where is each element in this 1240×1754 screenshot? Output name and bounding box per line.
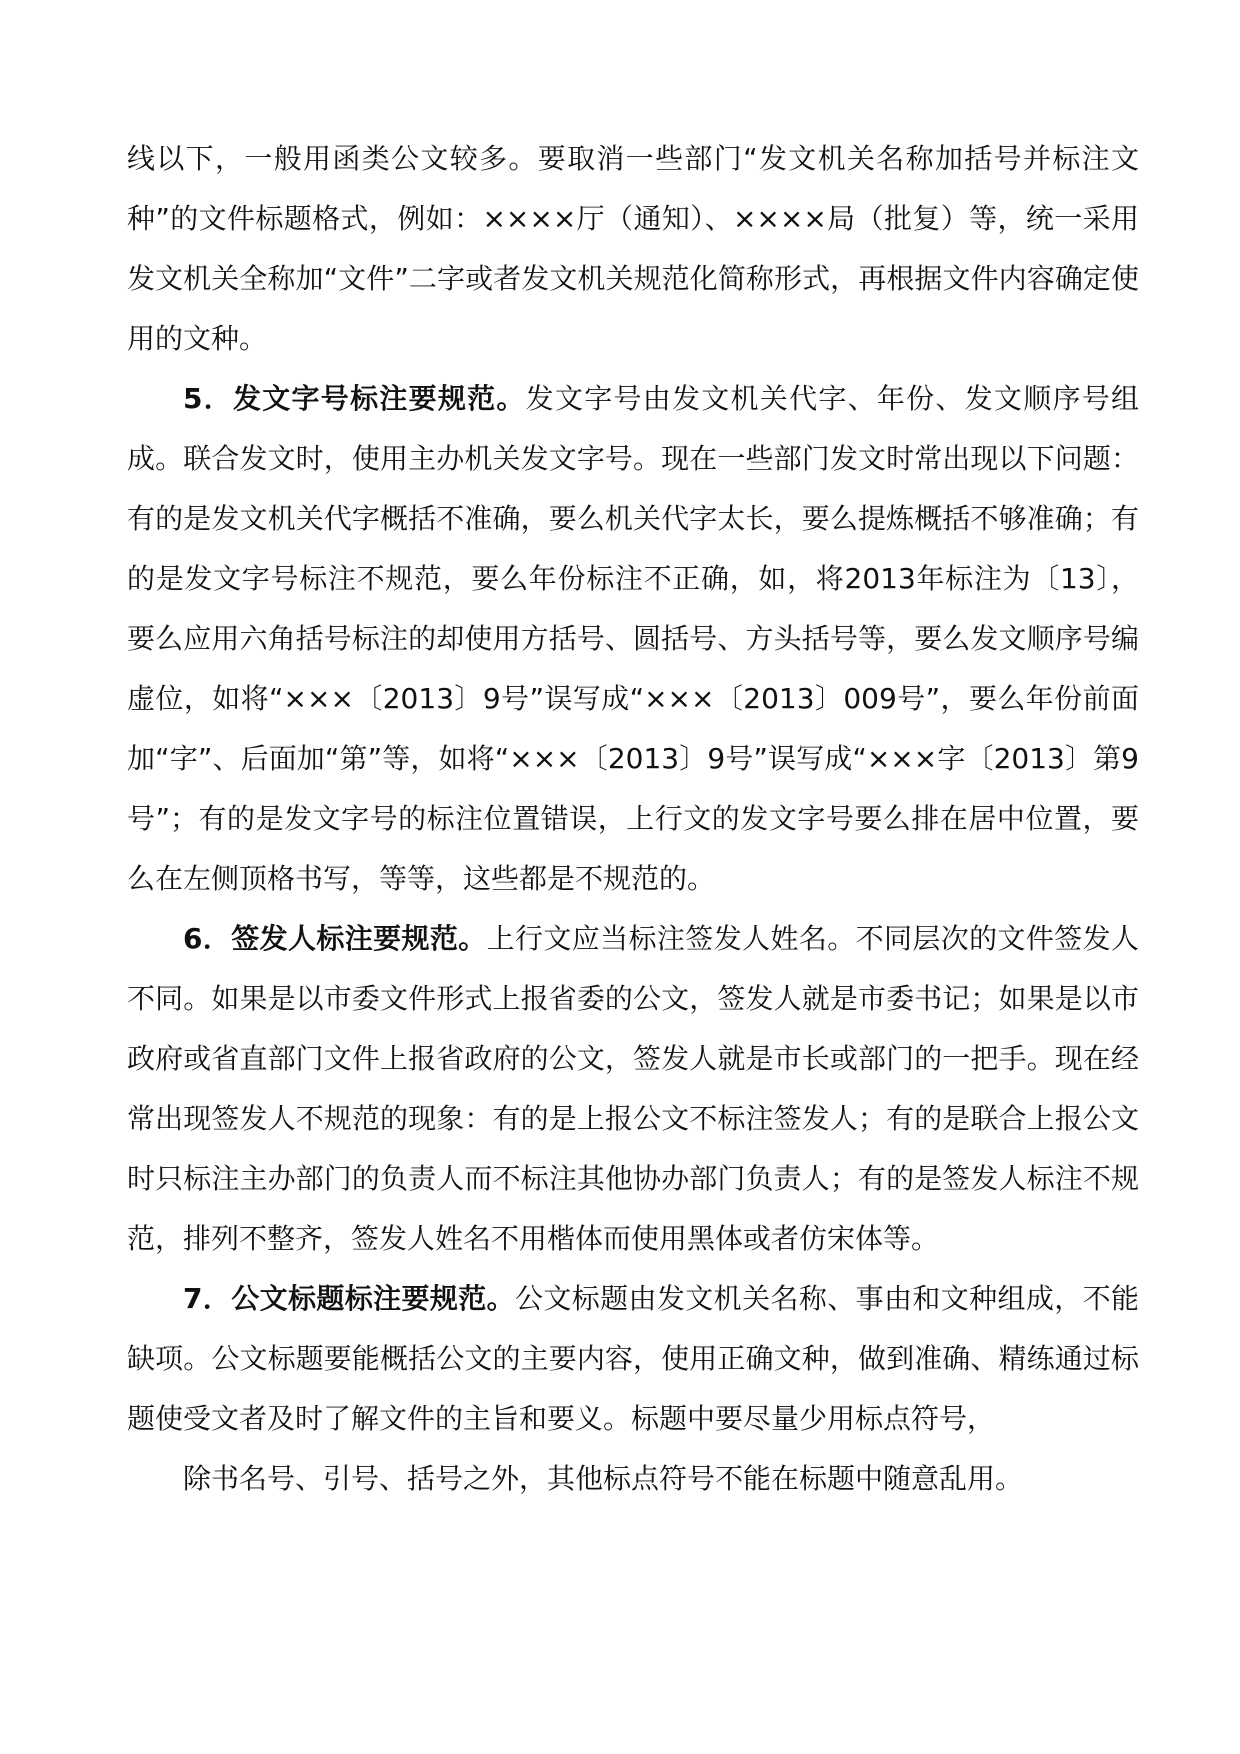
paragraph-heading: 5．发文字号标注要规范。 (183, 382, 526, 415)
paragraph-body: 发文字号由发文机关代字、年份、发文顺序号组成。联合发文时，使用主办机关发文字号。现在一些部门发文时常出现以下问题：有的是发文机关代字概括不准确，要么机关代字太长，要么提炼概括不够准确；有的是发文字号标注不规范，要么年份标注不正确，如，将2013年标注为〔13〕，要么应用六角括号标注的却使用方括号、圆括号、方头括号等，要么发文顺序号编虚位，如将“×××〔2013〕9号”误写成“×××〔2013〕009号”，要么年份前面加“字”、后面加“第”等，如将“×××〔2013〕9号”误写成“×××字〔2013〕第9号”；有的是发文字号的标注位置错误，上行文的发文字号要么排在居中位置，要么在左侧顶格书写，等等，这些都是不规范的。 (127, 382, 1139, 895)
paragraph-signer (127, 909, 1139, 1269)
paragraph-heading: 7．公文标题标注要规范。 (183, 1282, 516, 1315)
paragraph-body: 线以下，一般用函类公文较多。要取消一些部门“发文机关名称加括号并标注文种”的文件标题格式，例如：××××厅（通知）、××××局（批复）等，统一采用发文机关全称加“文件”二字或者发文机关规范化简称形式，再根据文件内容确定使用的文种。 (127, 142, 1139, 355)
paragraph-body: 公文标题由发文机关名称、事由和文种组成，不能缺项。公文标题要能概括公文的主要内容，使用正确文种，做到准确、精练通过标题使受文者及时了解文件的主旨和要义。标题中要尽量少用标点符号， (127, 1282, 1139, 1435)
paragraph-continuation (127, 129, 1139, 369)
paragraph-body: 上行文应当标注签发人姓名。不同层次的文件签发人不同。如果是以市委文件形式上报省委的公文，签发人就是市委书记；如果是以市政府或省直部门文件上报省政府的公文，签发人就是市长或部门的一把手。现在经常出现签发人不规范的现象：有的是上报公文不标注签发人；有的是联合上报公文时只标注主办部门的负责人而不标注其他协办部门负责人；有的是签发人标注不规范，排列不整齐，签发人姓名不用楷体而使用黑体或者仿宋体等。 (127, 922, 1139, 1255)
paragraph-title (127, 1269, 1139, 1449)
paragraph-body: 除书名号、引号、括号之外，其他标点符号不能在标题中随意乱用。 (183, 1462, 1024, 1495)
document-body (127, 129, 1139, 1509)
paragraph-document-number (127, 369, 1139, 909)
paragraph-final (127, 1449, 1139, 1509)
paragraph-heading: 6．签发人标注要规范。 (183, 922, 487, 955)
